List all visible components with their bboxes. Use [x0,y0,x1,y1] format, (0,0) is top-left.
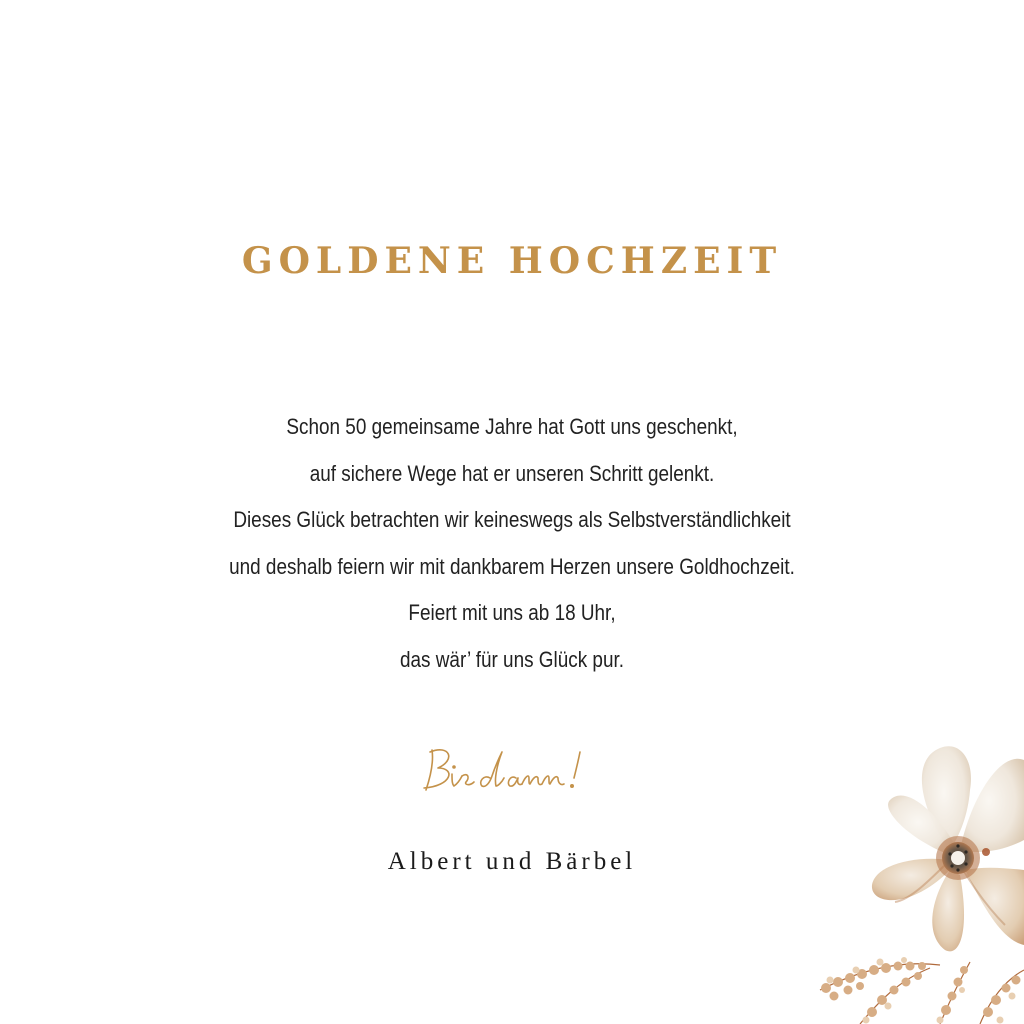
poem-line: das wär’ für uns Glück pur. [399,646,624,672]
watercolor-flower-illustration [800,730,1024,1024]
poem-line: Schon 50 gemeinsame Jahre hat Gott uns geschenkt, [286,414,738,439]
closing-script-signature [412,738,612,808]
poem-line: auf sichere Wege hat er unseren Schritt gelenkt. [309,460,715,486]
invitation-text [0,404,1024,683]
poem-line: und deshalb feiern wir mit dankbarem Herzen unsere Goldhochzeit. [229,553,795,579]
poem-line: Dieses Glück betrachten wir keineswegs als Selbstverständlichkeit [233,507,791,532]
poem-line: Feiert mit uns ab 18 Uhr, [408,600,616,625]
card-title: GOLDENE HOCHZEIT [241,240,783,282]
couple-names: Albert und Bärbel [387,848,637,875]
